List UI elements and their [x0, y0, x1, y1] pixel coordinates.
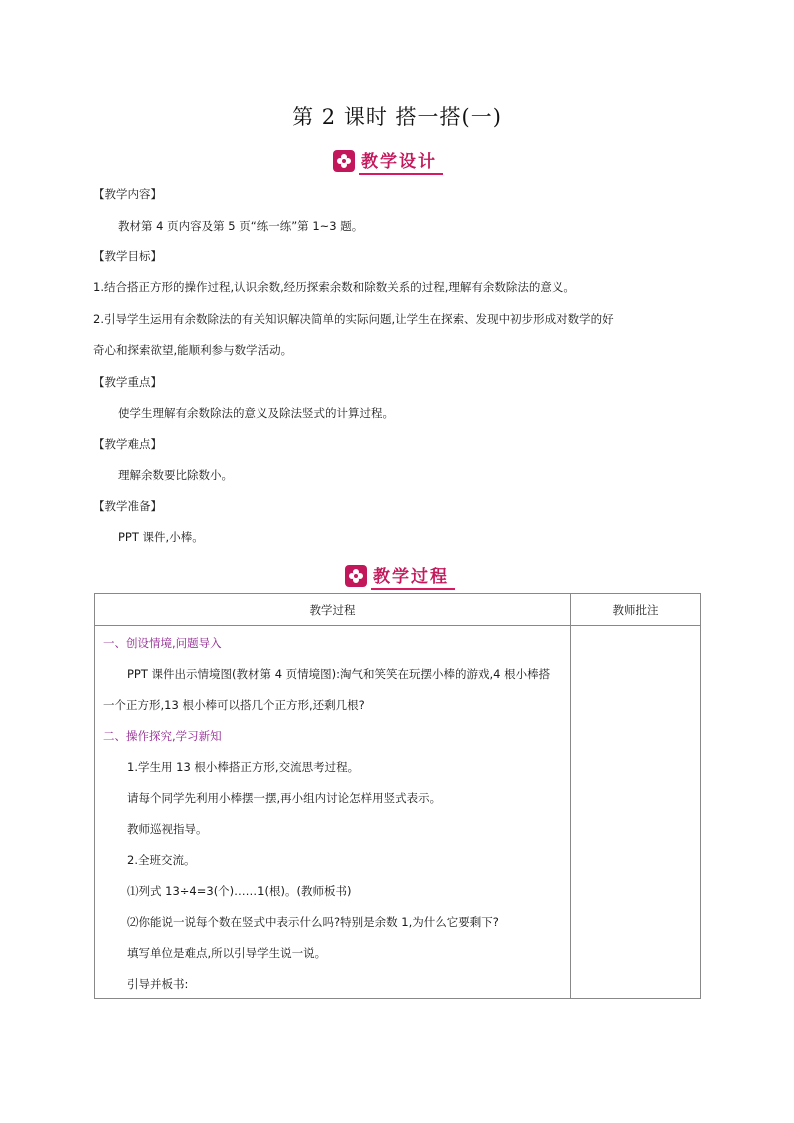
page-title: 第 2 课时 搭一搭(一) — [292, 105, 502, 129]
goal-2-line-1: 2.引导学生运用有余数除法的有关知识解决简单的实际问题,让学生在探索、发现中初步形成对数学的好 — [93, 312, 614, 326]
column-header-process: 教学过程 — [95, 594, 571, 626]
key-points-text: 使学生理解有余数除法的意义及除法竖式的计算过程。 — [118, 406, 394, 420]
goals-heading: 【教学目标】 — [93, 249, 162, 263]
column-header-notes: 教师批注 — [571, 594, 701, 626]
table-row — [95, 626, 701, 999]
section-banner-process — [345, 563, 455, 589]
goal-2-line-2: 奇心和探索欲望,能顺利参与数学活动。 — [93, 343, 293, 357]
process-line: 教师巡视指导。 — [127, 822, 208, 836]
process-heading-2: 二、操作探究,学习新知 — [103, 729, 222, 743]
flower-logo-icon — [333, 150, 355, 172]
process-line: 2.全班交流。 — [127, 853, 196, 867]
process-heading-1: 一、创设情境,问题导入 — [103, 636, 222, 650]
difficulty-heading: 【教学难点】 — [93, 437, 162, 451]
process-line: ⑵你能说一说每个数在竖式中表示什么吗?特别是余数 1,为什么它要剩下? — [127, 915, 499, 929]
process-line: PPT 课件出示情境图(教材第 4 页情境图):淘气和笑笑在玩摆小棒的游戏,4 根小棒搭 — [127, 667, 551, 681]
preparation-text: PPT 课件,小棒。 — [118, 530, 204, 544]
process-line: 1.学生用 13 根小棒搭正方形,交流思考过程。 — [127, 760, 360, 774]
goal-1: 1.结合搭正方形的操作过程,认识余数,经历探索余数和除数关系的过程,理解有余数除法的意义。 — [93, 280, 575, 294]
preparation-heading: 【教学准备】 — [93, 499, 162, 513]
process-cell — [95, 626, 571, 999]
process-line: 请每个同学先利用小棒摆一摆,再小组内讨论怎样用竖式表示。 — [127, 791, 442, 805]
process-line: 一个正方形,13 根小棒可以搭几个正方形,还剩几根? — [103, 698, 365, 712]
difficulty-text: 理解余数要比除数小。 — [118, 468, 233, 482]
notes-cell — [571, 626, 701, 999]
process-table — [94, 593, 701, 999]
process-line: 引导并板书: — [127, 977, 189, 991]
flower-logo-icon — [345, 565, 367, 587]
banner-label: 教学过程 — [371, 562, 455, 590]
process-line: 填写单位是难点,所以引导学生说一说。 — [127, 946, 327, 960]
content-text: 教材第 4 页内容及第 5 页“练一练”第 1~3 题。 — [118, 219, 364, 233]
content-heading: 【教学内容】 — [93, 187, 162, 201]
key-points-heading: 【教学重点】 — [93, 375, 162, 389]
banner-label: 教学设计 — [359, 147, 443, 175]
section-banner-design — [333, 148, 443, 174]
table-header-row — [95, 594, 701, 626]
process-line: ⑴列式 13÷4=3(个)……1(根)。(教师板书) — [127, 884, 352, 898]
